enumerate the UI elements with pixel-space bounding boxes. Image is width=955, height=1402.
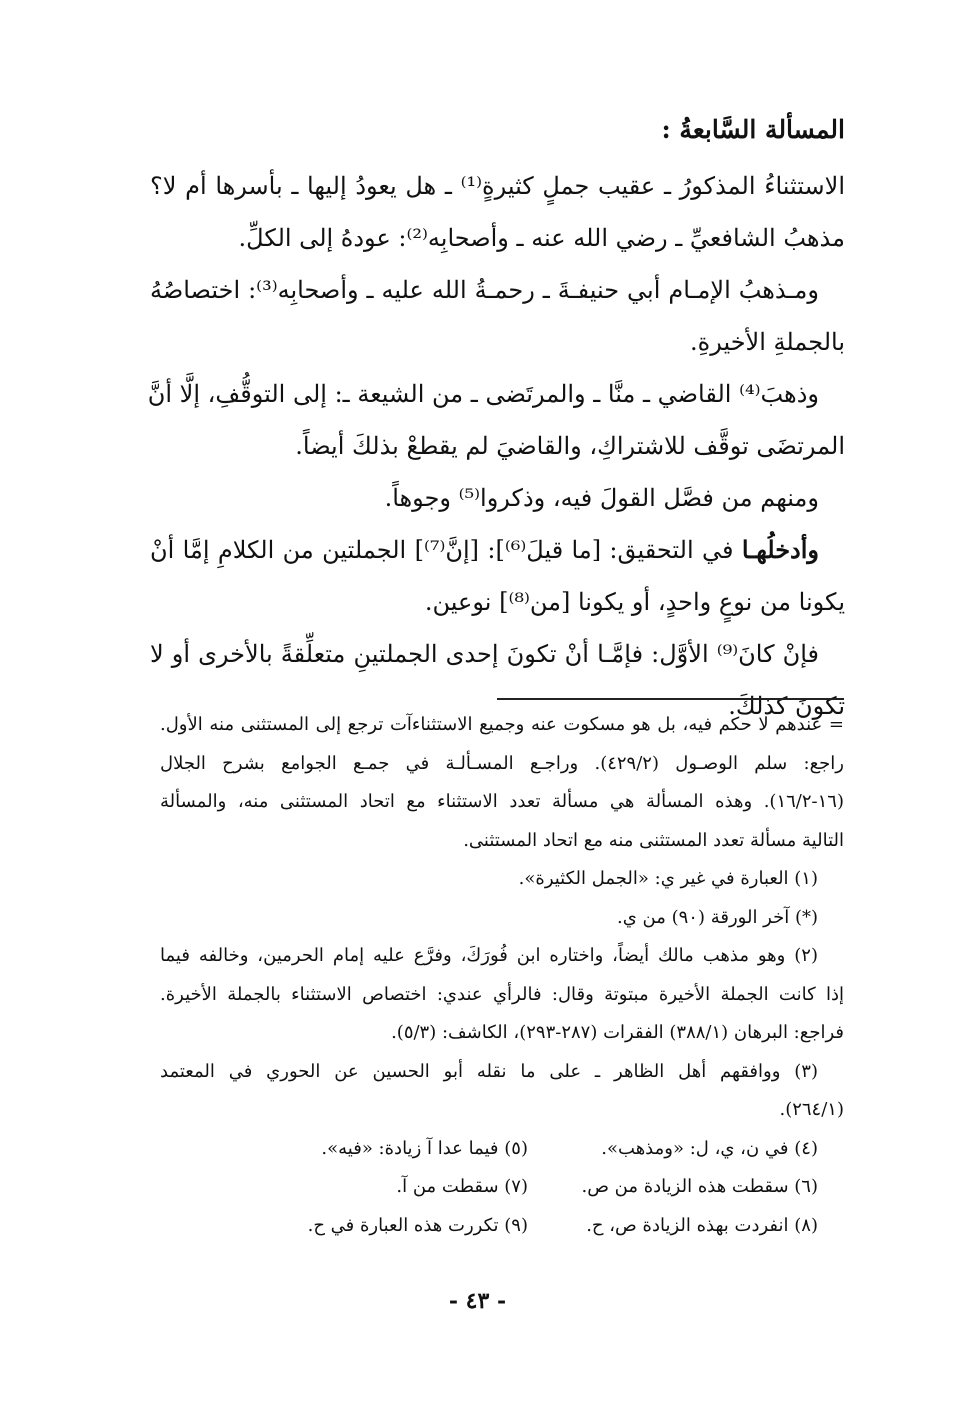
text-span: في التحقيق: [ما قيلَ⁽⁶⁾]: [إنَّ⁽⁷⁾] الجملتين من الكلامِ إمَّا أنْ	[150, 536, 742, 564]
emphasis-word: وأدخلُهـا	[741, 535, 819, 564]
text-line: ومـذهبُ الإمـام أبي حنيفـةَ ـ رحمـةُ الله عليه ـ وأصحابِه⁽³⁾: اختصاصُهُ	[150, 276, 819, 304]
footnote-line: (٢٦٤/١).	[779, 1099, 844, 1120]
text-line: الاستثناءُ المذكورُ ـ عقيب جملٍ كثيرةٍ⁽¹⁾ ـ هل يعودُ إليها ـ بأسرها أم لا؟	[150, 172, 846, 200]
footnote-line: إذا كانت الجملة الأخيرة مبتوتة وقال: فالرأي عندي: اختصاص الاستثناء بالجملة الأخيرة.	[160, 983, 844, 1005]
footnote-8: (٨) انفردت بهذه الزيادة ص، ح.	[586, 1214, 818, 1236]
footnote-line: فراجع: البرهان (٣٨٨/١) الفقرات (٢٨٧-٢٩٣)، الكاشف: (٥/٣).	[391, 1022, 844, 1043]
footnote-star: (*) آخر الورقة (٩٠) من ي.	[617, 906, 818, 928]
footnote-line: = عندهم لا حكم فيه، بل هو مسكوت عنه وجميع الاستثناءآت ترجع إلى المستثنى منه الأول.	[160, 714, 844, 735]
footnote-separator	[497, 698, 844, 700]
page-number: - ٤٣ -	[448, 1288, 507, 1314]
footnote-3: (٣) ووافقهم أهل الظاهر ـ على ما نقله أبو الحسين عن الحوري في المعتمد	[160, 1060, 818, 1082]
footnote-line: (١٦-١٦/٢). وهذه المسألة هي مسألة تعدد الاستثناء مع اتحاد المستثنى منه، والمسألة	[160, 791, 844, 812]
footnote-2: (٢) وهو مذهب مالك أيضاً، واختاره ابن فُورَكَ، وفرَّع عليه إمام الحرمين، وخالفه فيما	[160, 945, 818, 966]
text-line: بالجملةِ الأخيرةِ.	[690, 328, 845, 356]
footnote-4: (٤) في ن، ي، ل: «ومذهب».	[601, 1137, 818, 1159]
footnote-7: (٧) سقطت من آ.	[396, 1176, 528, 1197]
footnote-6: (٦) سقطت هذه الزيادة من ص.	[581, 1176, 818, 1197]
text-line: ومنهم من فصَّل القولَ فيه، وذكروا⁽⁵⁾ وجوهاً.	[384, 484, 819, 512]
text-line	[150, 524, 845, 576]
footnotes	[160, 706, 844, 1245]
text-line: المرتضَى توقَّف للاشتراكِ، والقاضيَ لم يقطعْ بذلكَ أيضاً.	[295, 432, 845, 460]
footnote-line: راجع: سلم الوصـول (٤٢٩/٢). وراجـع المسـألـة في جمـع الجوامع بشرح الجلال	[160, 752, 844, 774]
text-line: تكونَ كذلكَ.	[728, 692, 845, 720]
footnote-1: (١) العبارة في غير ي: «الجمل الكثيرة».	[518, 868, 818, 889]
footnote-pair	[160, 1207, 844, 1246]
main-text	[147, 108, 846, 732]
text-line: وذهبَ⁽⁴⁾ القاضي ـ منَّا ـ والمرتَضى ـ من الشيعة ـ: إلى التوقُّفِ، إلَّا أنَّ	[147, 380, 819, 408]
footnote-line: التالية مسألة تعدد المستثنى منه مع اتحاد المستثنى.	[463, 829, 844, 851]
text-line: فإنْ كانَ⁽⁹⁾ الأوَّل: فإمَّـا أنْ تكونَ إحدى الجملتينِ متعلِّقةً بالأخرى أو لا	[150, 640, 820, 668]
footnote-pair	[160, 1130, 844, 1169]
footnote-5: (٥) فيما عدا آ زيادة: «فيه».	[321, 1137, 528, 1159]
section-heading: المسألة السَّابعةُ :	[661, 115, 845, 144]
footnote-pair	[160, 1168, 844, 1207]
footnote-9: (٩) تكررت هذه العبارة في ح.	[307, 1214, 528, 1236]
text-line: يكونا من نوعٍ واحدٍ، أو يكونا [من⁽⁸⁾] نوعين.	[424, 588, 845, 616]
text-line: مذهبُ الشافعيِّ ـ رضي الله عنه ـ وأصحابِه⁽²⁾: عودهُ إلى الكلِّ.	[238, 224, 845, 252]
